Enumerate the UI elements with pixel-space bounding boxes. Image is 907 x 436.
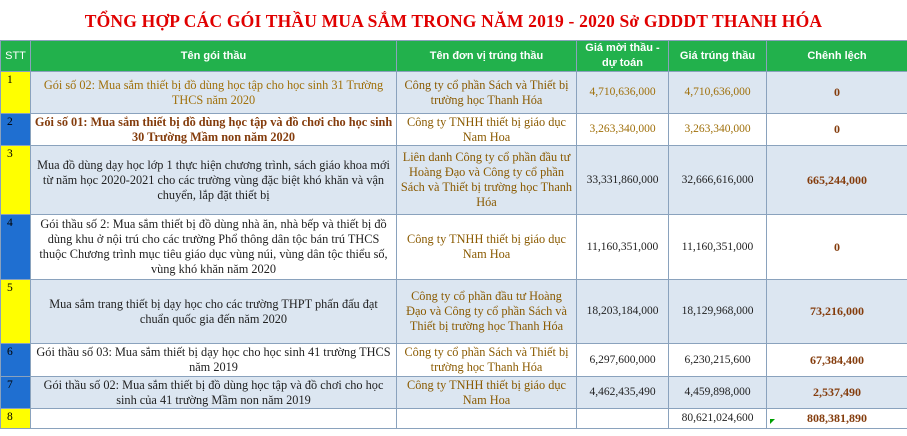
cell-winner[interactable]: Liên danh Công ty cổ phần đầu tư Hoàng Đạo và Công ty cổ phần Sách và Thiết bị trường học Thanh Hóa	[397, 146, 577, 215]
cell-invite-price[interactable]: 4,462,435,490	[577, 377, 669, 409]
cell-invite-price[interactable]: 18,203,184,000	[577, 280, 669, 344]
cell-winner[interactable]: Công ty TNHH thiết bị giáo dục Nam Hoa	[397, 114, 577, 146]
cell-winning-price[interactable]: 11,160,351,000	[669, 215, 767, 280]
table-row	[1, 377, 907, 409]
cell-package-name[interactable]	[31, 409, 397, 429]
procurement-table	[0, 40, 907, 429]
table-row	[1, 72, 907, 114]
header-invite-price[interactable]: Giá mời thầu - dự toán	[577, 41, 669, 72]
cell-winning-price[interactable]: 4,459,898,000	[669, 377, 767, 409]
header-difference[interactable]: Chênh lệch	[767, 41, 907, 72]
cell-winning-price[interactable]: 80,621,024,600	[669, 409, 767, 429]
cell-winner[interactable]: Công ty TNHH thiết bị giáo dục Nam Hoa	[397, 377, 577, 409]
cell-winner[interactable]	[397, 409, 577, 429]
cell-package-name[interactable]: Gói thầu số 2: Mua sắm thiết bị đồ dùng nhà ăn, nhà bếp và thiết bị đồ dùng khu ở nội trú cho các trường Phổ thông dân tộc bán trú THCS thuộc Chương trình mục tiêu giáo dục vùng núi, vùng dân tộc thiểu số, vùng khó khăn năm 2020	[31, 215, 397, 280]
cell-winner[interactable]: Công ty TNHH thiết bị giáo dục Nam Hoa	[397, 215, 577, 280]
cell-stt[interactable]: 4	[1, 215, 31, 280]
cell-winner[interactable]: Công ty cổ phần Sách và Thiết bị trường học Thanh Hóa	[397, 344, 577, 377]
cell-winning-price[interactable]: 4,710,636,000	[669, 72, 767, 114]
cell-stt[interactable]: 1	[1, 72, 31, 114]
cell-winning-price[interactable]: 3,263,340,000	[669, 114, 767, 146]
header-winner[interactable]: Tên đơn vị trúng thầu	[397, 41, 577, 72]
cell-package-name[interactable]: Gói số 02: Mua sắm thiết bị đồ dùng học tập cho học sinh 31 Trường THCS năm 2020	[31, 72, 397, 114]
cell-difference[interactable]: 665,244,000	[767, 146, 907, 215]
cell-invite-price[interactable]: 11,160,351,000	[577, 215, 669, 280]
cell-stt[interactable]: 2	[1, 114, 31, 146]
cell-stt[interactable]: 8	[1, 409, 31, 429]
cell-invite-price[interactable]: 33,331,860,000	[577, 146, 669, 215]
header-package-name[interactable]: Tên gói thầu	[31, 41, 397, 72]
cell-stt[interactable]: 3	[1, 146, 31, 215]
cell-package-name[interactable]: Gói số 01: Mua sắm thiết bị đồ dùng học tập và đồ chơi cho học sinh 30 Trường Mầm non năm 2020	[31, 114, 397, 146]
cell-invite-price[interactable]: 3,263,340,000	[577, 114, 669, 146]
table-row	[1, 114, 907, 146]
header-row	[1, 41, 907, 72]
cell-difference[interactable]: 67,384,400	[767, 344, 907, 377]
cell-difference[interactable]: 73,216,000	[767, 280, 907, 344]
header-winning-price[interactable]: Giá trúng thầu	[669, 41, 767, 72]
table-row	[1, 215, 907, 280]
cell-difference[interactable]: 0	[767, 114, 907, 146]
header-stt[interactable]: STT	[1, 41, 31, 72]
cell-winner[interactable]: Công ty cổ phần đầu tư Hoàng Đạo và Công ty cổ phần Sách và Thiết bị trường học Thanh Hóa	[397, 280, 577, 344]
cell-invite-price[interactable]: 4,710,636,000	[577, 72, 669, 114]
cell-difference[interactable]: 0	[767, 72, 907, 114]
table-row	[1, 146, 907, 215]
cell-package-name[interactable]: Mua sắm trang thiết bị dạy học cho các trường THPT phấn đấu đạt chuẩn quốc gia đến năm 2020	[31, 280, 397, 344]
cell-winning-price[interactable]: 6,230,215,600	[669, 344, 767, 377]
table-row	[1, 344, 907, 377]
cell-package-name[interactable]: Gói thầu số 02: Mua sắm thiết bị đồ dùng học tập và đồ chơi cho học sinh của 41 trường Mầm non năm 2019	[31, 377, 397, 409]
cell-difference[interactable]: 0	[767, 215, 907, 280]
error-indicator-icon	[770, 419, 775, 424]
cell-winning-price[interactable]: 32,666,616,000	[669, 146, 767, 215]
cell-stt[interactable]: 7	[1, 377, 31, 409]
cell-winner[interactable]: Công ty cổ phần Sách và Thiết bị trường học Thanh Hóa	[397, 72, 577, 114]
cell-package-name[interactable]: Gói thầu số 03: Mua sắm thiết bị dạy học cho học sinh 41 trường THCS năm 2019	[31, 344, 397, 377]
cell-stt[interactable]: 5	[1, 280, 31, 344]
cell-package-name[interactable]: Mua đồ dùng dạy học lớp 1 thực hiện chương trình, sách giáo khoa mới từ năm học 2020-2021 cho các trường vùng đặc biệt khó khăn và vận chuyển, lắp đặt thiết bị	[31, 146, 397, 215]
cell-difference[interactable]: 808,381,890	[767, 409, 907, 429]
cell-invite-price[interactable]: 6,297,600,000	[577, 344, 669, 377]
cell-winning-price[interactable]: 18,129,968,000	[669, 280, 767, 344]
cell-invite-price[interactable]	[577, 409, 669, 429]
table-row	[1, 280, 907, 344]
sheet-title: TỔNG HỢP CÁC GÓI THẦU MUA SẮM TRONG NĂM 2019 - 2020 Sở GDDDT THANH HÓA	[84, 11, 823, 31]
cell-difference[interactable]: 2,537,490	[767, 377, 907, 409]
cell-stt[interactable]: 6	[1, 344, 31, 377]
